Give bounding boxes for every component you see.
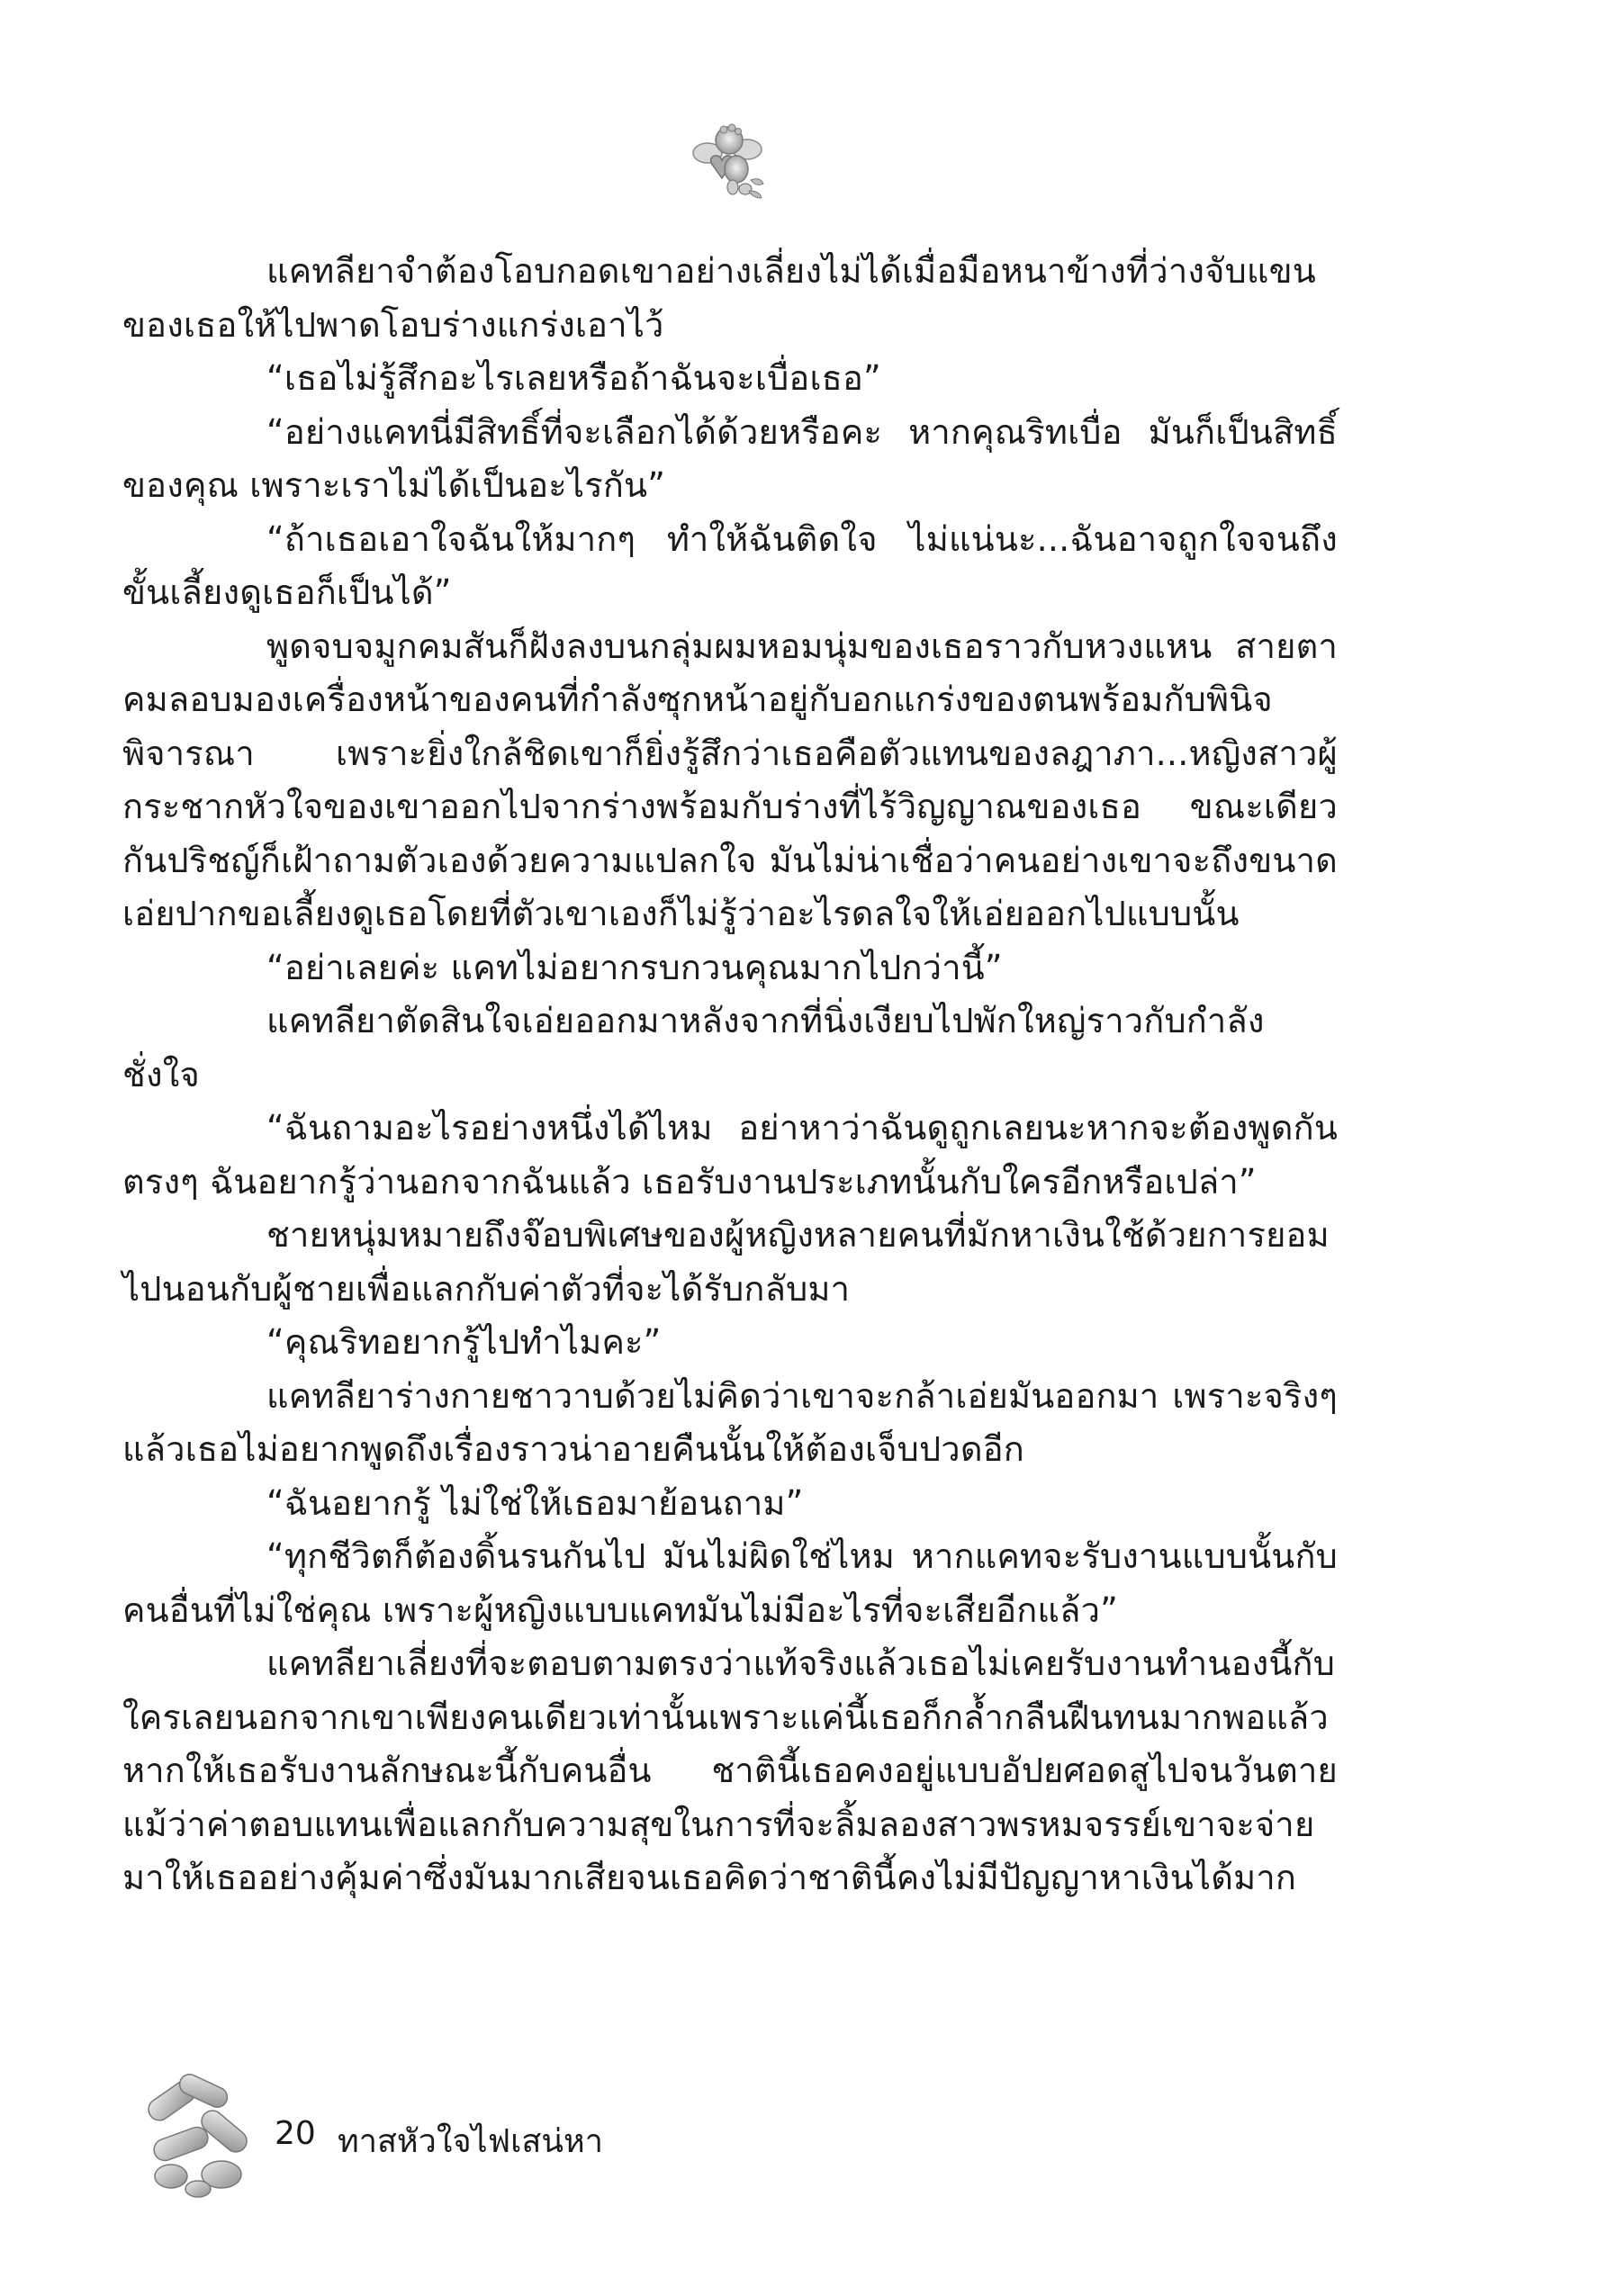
paragraph: “คุณริทอยากรู้ไปทำไมคะ” — [266, 1322, 662, 1362]
page-number: 20 — [275, 2115, 316, 2152]
paragraph: “ถ้าเธอเอาใจฉันให้มากๆ ทำให้ฉันติดใจ ไม่แน่นะ...ฉันอาจถูกใจจนถึงขั้นเลี้ยงดูเธอก็เป็นได้” — [122, 518, 1338, 612]
book-title: ทาสหัวใจไฟเสน่หา — [338, 2123, 603, 2160]
body-text — [122, 245, 1338, 1905]
paragraph: “ฉันถามอะไรอย่างหนึ่งได้ไหม อย่าหาว่าฉันดูถูกเลยนะหากจะต้องพูดกันตรงๆ ฉันอยากรู้ว่านอกจากฉันแล้ว เธอรับงานประเภทนั้นกับใครอีกหรือเปล่า” — [122, 1108, 1338, 1202]
paragraph: “อย่าเลยค่ะ แคทไม่อยากรบกวนคุณมากไปกว่านี้” — [266, 947, 1003, 987]
paragraph: “อย่างแคทนี่มีสิทธิ์ที่จะเลือกได้ด้วยหรือคะ หากคุณริทเบื่อ มันก็เป็นสิทธิ์ของคุณ เพราะเราไม่ได้เป็นอะไรกัน” — [122, 411, 1338, 505]
paragraph: แคทลียาจำต้องโอบกอดเขาอย่างเลี่ยงไม่ได้เมื่อมือหนาข้างที่ว่างจับแขนของเธอให้ไปพาดโอบร่างแกร่งเอาไว้ — [122, 251, 1316, 345]
paragraph: แคทลียาตัดสินใจเอ่ยออกมาหลังจากที่นิ่งเงียบไปพักใหญ่ราวกับกำลังชั่งใจ — [122, 1001, 1265, 1094]
paragraph: “เธอไม่รู้สึกอะไรเลยหรือถ้าฉันจะเบื่อเธอ” — [266, 358, 881, 398]
paragraph: “ฉันอยากรู้ ไม่ใช่ให้เธอมาย้อนถาม” — [266, 1482, 804, 1523]
paragraph: แคทลียาเลี่ยงที่จะตอบตามตรงว่าแท้จริงแล้วเธอไม่เคยรับงานทำนองนี้กับใครเลยนอกจากเขาเพียงคนเดียวเท่านั้นเพราะแค่นี้เธอก็กล้ำกลืนฝืนทนมากพอแล้ว หากให้เธอรับงานลักษณะนี้กับคนอื่น ชาตินี้เธอคงอยู่แบบอัปยศอดสูไปจนวันตาย แม้ว่าค่าตอบแทนเพื่อแลกกับความสุขในการที่จะลิ้มลองสาวพรหมจรรย์เขาจะจ่ายมาให้เธออย่างคุ้มค่าซึ่งมันมากเสียจนเธอคิดว่าชาตินี้คงไม่มีปัญญาหาเงินได้มาก — [122, 1643, 1338, 1897]
page-footer — [135, 2070, 765, 2205]
cupid-cherub-icon — [686, 117, 769, 200]
paragraph: ชายหนุ่มหมายถึงจ๊อบพิเศษของผู้หญิงหลายคนที่มักหาเงินใช้ด้วยการยอมไปนอนกับผู้ชายเพื่อแลกกับค่าตัวที่จะได้รับกลับมา — [122, 1215, 1330, 1309]
paragraph: “ทุกชีวิตก็ต้องดิ้นรนกันไป มันไม่ผิดใช่ไหม หากแคทจะรับงานแบบนั้นกับคนอื่นที่ไม่ใช่คุณ เพราะผู้หญิงแบบแคทมันไม่มีอะไรที่จะเสียอีกแล้ว” — [122, 1536, 1338, 1630]
paragraph: แคทลียาร่างกายชาวาบด้วยไม่คิดว่าเขาจะกล้าเอ่ยมันออกมา เพราะจริงๆ แล้วเธอไม่อยากพูดถึงเรื่องราวน่าอายคืนนั้นให้ต้องเจ็บปวดอีก — [122, 1375, 1338, 1469]
paragraph: พูดจบจมูกคมสันก็ฝังลงบนกลุ่มผมหอมนุ่มของเธอราวกับหวงแหน สายตาคมลอบมองเครื่องหน้าของคนที่กำลังซุกหน้าอยู่กับอกแกร่งของตนพร้อมกับพินิจพิจารณา เพราะยิ่งใกล้ชิดเขาก็ยิ่งรู้สึกว่าเธอคือตัวแทนของลฎาภา...หญิงสาวผู้กระชากหัวใจของเขาออกไปจากร่างพร้อมกับร่างที่ไร้วิญญาณของเธอ ขณะเดียวกันปริชญ์ก็เฝ้าถามตัวเองด้วยความแปลกใจ มันไม่น่าเชื่อว่าคนอย่างเขาจะถึงขนาดเอ่ยปากขอเลี้ยงดูเธอโดยที่ตัวเขาเองก็ไม่รู้ว่าอะไรดลใจให้เอ่ยออกไปแบบนั้น — [122, 626, 1338, 933]
pills-icon — [135, 2070, 270, 2201]
